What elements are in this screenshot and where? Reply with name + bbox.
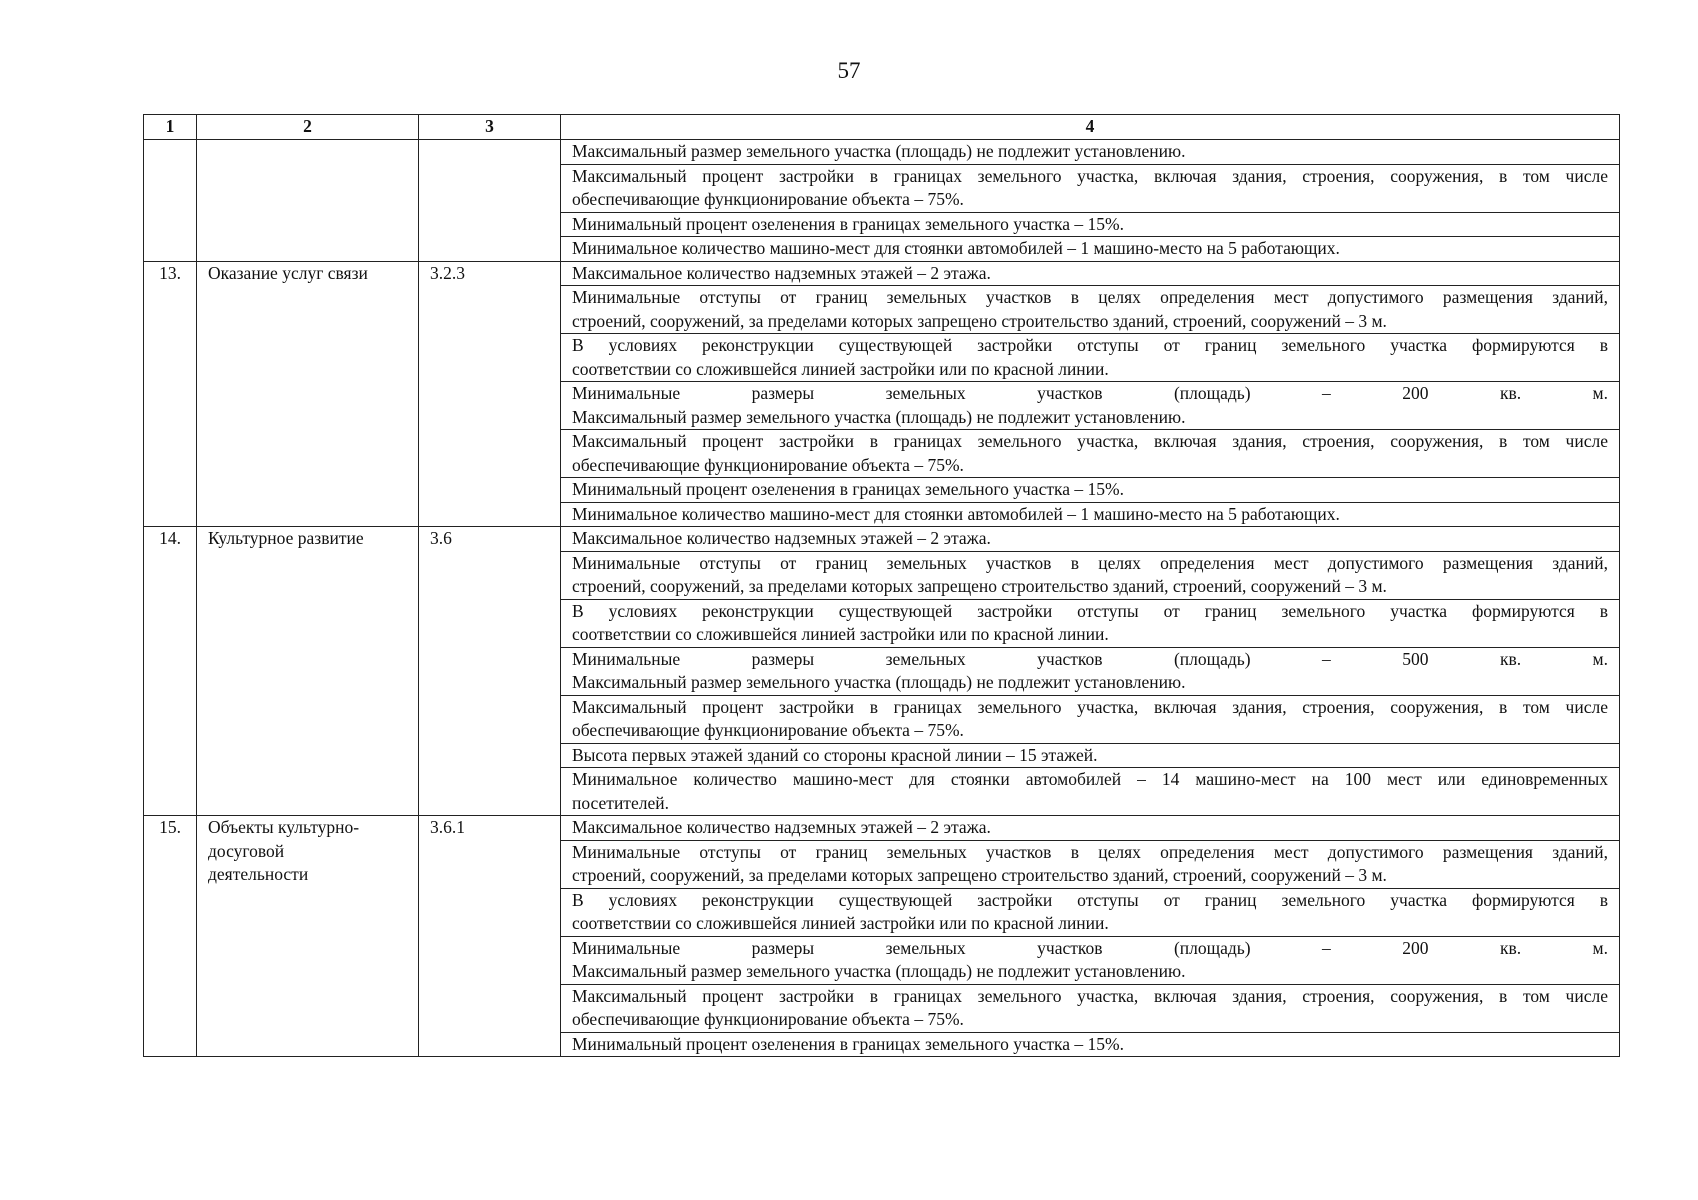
parameter-text-line: Максимальное количество надземных этажей – 2 этажа.	[572, 262, 991, 283]
use-type-code-cell	[419, 140, 561, 262]
item-number-cell: 13.	[144, 261, 197, 527]
regulations-table	[143, 114, 1620, 1057]
header-col-1: 1	[144, 115, 197, 140]
parameter-cell	[561, 286, 1620, 334]
parameter-cell	[561, 140, 1620, 165]
parameter-cell	[561, 551, 1620, 599]
use-type-code-cell: 3.6.1	[419, 816, 561, 1057]
parameter-text-line: строений, сооружений, за пределами которых запрещено строительство зданий, строений, сооружений – 3 м.	[572, 865, 1387, 885]
header-col-3: 3	[419, 115, 561, 140]
parameter-cell	[561, 212, 1620, 237]
parameter-text-line: Минимальные размеры земельных участков (площадь) – 200 кв. м.	[572, 383, 1608, 403]
use-type-name-line: досуговой	[208, 840, 285, 861]
parameter-text-line: Максимальный размер земельного участка (площадь) не подлежит установлению.	[572, 672, 1186, 692]
parameter-cell	[561, 261, 1620, 286]
parameter-text-line: посетителей.	[572, 792, 669, 813]
use-type-name-cell	[197, 816, 419, 1057]
parameter-text-line: обеспечивающие функционирование объекта – 75%.	[572, 720, 964, 740]
header-col-4: 4	[561, 115, 1620, 140]
parameter-text-line: Минимальные отступы от границ земельных участков в целях определения мест допустимого размещения зданий,	[572, 287, 1608, 307]
parameter-cell	[561, 768, 1620, 816]
parameter-cell	[561, 164, 1620, 212]
parameter-text-line: Минимальные отступы от границ земельных участков в целях определения мест допустимого размещения зданий,	[572, 841, 1608, 862]
parameter-text-line: Минимальное количество машино-мест для стоянки автомобилей – 1 машино-место на 5 работающих.	[572, 238, 1340, 258]
parameter-cell	[561, 743, 1620, 768]
table-row	[144, 140, 1620, 165]
parameter-cell	[561, 478, 1620, 503]
item-number-cell: 15.	[144, 816, 197, 1057]
table-body	[144, 140, 1620, 1057]
parameter-text-line: Минимальные размеры земельных участков (площадь) – 200 кв. м.	[572, 937, 1608, 958]
parameter-cell	[561, 237, 1620, 262]
use-type-name-cell: Культурное развитие	[197, 527, 419, 816]
table-row	[144, 816, 1620, 841]
use-type-code-cell: 3.2.3	[419, 261, 561, 527]
parameter-cell	[561, 695, 1620, 743]
item-number-cell	[144, 140, 197, 262]
parameter-text-line: строений, сооружений, за пределами которых запрещено строительство зданий, строений, сооружений – 3 м.	[572, 576, 1387, 596]
parameter-text-line: Максимальный процент застройки в границах земельного участка, включая здания, строения, сооружения, в том числе	[572, 431, 1608, 451]
parameter-text-line: Максимальный размер земельного участка (площадь) не подлежит установлению.	[572, 961, 1186, 981]
parameter-text-line: Минимальный процент озеленения в границах земельного участка – 15%.	[572, 479, 1124, 499]
parameter-text-line: Максимальный процент застройки в границах земельного участка, включая здания, строения, сооружения, в том числе	[572, 985, 1608, 1006]
use-type-name-cell	[197, 140, 419, 262]
parameter-cell	[561, 1032, 1620, 1057]
header-row	[144, 115, 1620, 140]
parameter-text-line: соответствии со сложившейся линией застройки или по красной линии.	[572, 358, 1109, 379]
parameter-cell	[561, 430, 1620, 478]
parameter-text-line: Минимальное количество машино-мест для стоянки автомобилей – 14 машино-мест на 100 мест или единовременных	[572, 769, 1608, 789]
parameter-text-line: Минимальные отступы от границ земельных участков в целях определения мест допустимого размещения зданий,	[572, 552, 1608, 573]
parameter-text-line: строений, сооружений, за пределами которых запрещено строительство зданий, строений, сооружений – 3 м.	[572, 310, 1387, 331]
parameter-text-line: Максимальный процент застройки в границах земельного участка, включая здания, строения, сооружения, в том числе	[572, 165, 1608, 186]
parameter-text-line: В условиях реконструкции существующей застройки отступы от границ земельного участка формируются в	[572, 889, 1608, 910]
parameter-text-line: обеспечивающие функционирование объекта – 75%.	[572, 189, 964, 209]
parameter-text-line: Минимальный процент озеленения в границах земельного участка – 15%.	[572, 1033, 1124, 1054]
parameter-cell	[561, 502, 1620, 527]
parameter-text-line: Максимальный размер земельного участка (площадь) не подлежит установлению.	[572, 141, 1186, 161]
parameter-cell	[561, 334, 1620, 382]
parameter-text-line: соответствии со сложившейся линией застройки или по красной линии.	[572, 913, 1109, 933]
header-col-2: 2	[197, 115, 419, 140]
use-type-code-cell: 3.6	[419, 527, 561, 816]
parameter-cell	[561, 984, 1620, 1032]
parameter-cell	[561, 888, 1620, 936]
parameter-cell	[561, 936, 1620, 984]
parameter-text-line: Максимальный процент застройки в границах земельного участка, включая здания, строения, сооружения, в том числе	[572, 696, 1608, 717]
parameter-text-line: Максимальное количество надземных этажей – 2 этажа.	[572, 528, 991, 548]
parameter-text-line: Минимальный процент озеленения в границах земельного участка – 15%.	[572, 213, 1124, 234]
parameter-text-line: соответствии со сложившейся линией застройки или по красной линии.	[572, 624, 1109, 644]
parameter-text-line: В условиях реконструкции существующей застройки отступы от границ земельного участка формируются в	[572, 335, 1608, 355]
item-number-cell: 14.	[144, 527, 197, 816]
parameter-text-line: Высота первых этажей зданий со стороны красной линии – 15 этажей.	[572, 744, 1098, 765]
parameter-cell	[561, 647, 1620, 695]
parameter-text-line: обеспечивающие функционирование объекта – 75%.	[572, 1009, 964, 1029]
parameter-text-line: Минимальное количество машино-мест для стоянки автомобилей – 1 машино-место на 5 работающих.	[572, 503, 1340, 524]
parameter-text-line: Максимальный размер земельного участка (площадь) не подлежит установлению.	[572, 406, 1186, 427]
use-type-name-line: деятельности	[208, 864, 309, 884]
page-number: 57	[837, 58, 861, 83]
parameter-cell	[561, 599, 1620, 647]
parameter-text-line: Максимальное количество надземных этажей – 2 этажа.	[572, 817, 991, 837]
parameter-text-line: обеспечивающие функционирование объекта – 75%.	[572, 454, 964, 475]
table-row	[144, 527, 1620, 552]
parameter-text-line: В условиях реконструкции существующей застройки отступы от границ земельного участка формируются в	[572, 600, 1608, 621]
use-type-name-line: Объекты культурно-	[208, 817, 360, 837]
use-type-name-cell: Оказание услуг связи	[197, 261, 419, 527]
parameter-cell	[561, 840, 1620, 888]
parameter-text-line: Минимальные размеры земельных участков (площадь) – 500 кв. м.	[572, 648, 1608, 669]
parameter-cell	[561, 382, 1620, 430]
parameter-cell	[561, 527, 1620, 552]
table-row	[144, 261, 1620, 286]
parameter-cell	[561, 816, 1620, 841]
